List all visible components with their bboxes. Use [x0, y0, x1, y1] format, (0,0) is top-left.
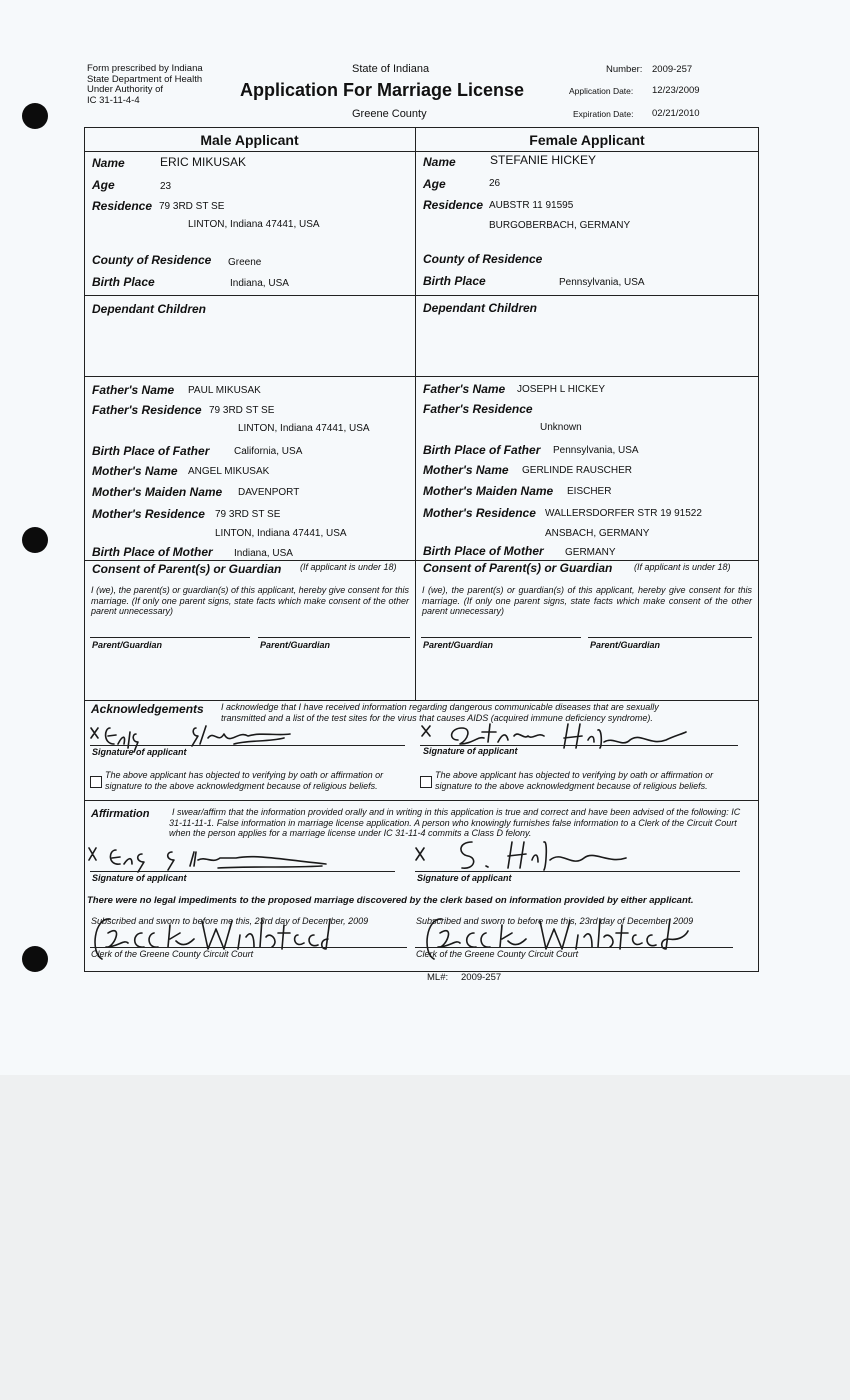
female-residence-label: Residence — [423, 198, 484, 212]
male-age-label: Age — [92, 178, 115, 192]
male-clerk-label: Clerk of the Greene County Circuit Court — [91, 949, 254, 959]
punch-hole — [22, 103, 48, 129]
signature-line — [90, 637, 250, 638]
app-date-label: Application Date: — [569, 86, 634, 96]
male-mother-birth-label: Birth Place of Mother — [92, 545, 213, 559]
female-residence-line1: AUBSTR 11 91595 — [489, 200, 574, 211]
female-consent-text: I (we), the parent(s) or guardian(s) of this applicant, hereby give consent for this marriage. (If only one parent signs, state facts which make consent of the other parent unnecessary) — [422, 585, 752, 616]
female-mother-maiden-label: Mother's Maiden Name — [423, 484, 554, 498]
female-objection-checkbox[interactable] — [420, 776, 432, 788]
male-name-label: Name — [92, 156, 125, 170]
form-authority — [87, 64, 203, 106]
female-age-value: 26 — [489, 178, 501, 189]
male-age-value: 23 — [160, 181, 172, 192]
punch-hole — [22, 527, 48, 553]
male-mother-maiden-label: Mother's Maiden Name — [92, 485, 223, 499]
divider — [84, 295, 759, 296]
male-sworn-text: Subscribed and sworn to before me this, 23rd day of December, 2009 — [91, 916, 369, 926]
female-father-name-label: Father's Name — [423, 382, 506, 396]
male-mother-res-line2: LINTON, Indiana 47441, USA — [215, 528, 347, 539]
male-father-name-value: PAUL MIKUSAK — [188, 385, 261, 396]
male-parent-guardian-1: Parent/Guardian — [92, 640, 163, 650]
column-divider — [415, 127, 416, 700]
female-affirm-sig-label: Signature of applicant — [417, 873, 512, 883]
female-father-birth-label: Birth Place of Father — [423, 443, 541, 457]
page-title: Application For Marriage License — [240, 80, 525, 100]
authority-line: Form prescribed by Indiana — [87, 63, 203, 74]
male-affirm-signature — [86, 840, 336, 874]
male-residence-line1: 79 3RD ST SE — [159, 201, 225, 212]
female-father-birth-value: Pennsylvania, USA — [553, 445, 639, 456]
divider — [84, 700, 759, 701]
male-county-label: County of Residence — [92, 253, 212, 267]
female-father-name-value: JOSEPH L HICKEY — [517, 384, 605, 395]
ml-number: 2009-257 — [461, 972, 502, 983]
ml-label: ML#: — [427, 972, 449, 983]
female-mother-name-label: Mother's Name — [423, 463, 509, 477]
male-mother-name-label: Mother's Name — [92, 464, 178, 478]
female-clerk-label: Clerk of the Greene County Circuit Court — [416, 949, 579, 959]
female-county-label: County of Residence — [423, 252, 543, 266]
male-objection-checkbox[interactable] — [90, 776, 102, 788]
signature-line — [258, 637, 410, 638]
male-father-res-label: Father's Residence — [92, 403, 202, 417]
male-mother-maiden-value: DAVENPORT — [238, 487, 300, 498]
female-mother-res-line2: ANSBACH, GERMANY — [545, 528, 650, 539]
authority-line: IC 31-11-4-4 — [87, 94, 140, 106]
female-affirm-signature — [412, 836, 632, 874]
female-residence-line2: BURGOBERBACH, GERMANY — [489, 220, 631, 231]
authority-line: Under Authority of — [87, 84, 164, 95]
male-consent-text: I (we), the parent(s) or guardian(s) of this applicant, hereby give consent for this marriage. (If only one parent signs, state facts which make consent of the other parent unnecessary) — [91, 585, 409, 616]
female-consent-title: Consent of Parent(s) or Guardian — [423, 561, 613, 575]
female-mother-birth-label: Birth Place of Mother — [423, 544, 544, 558]
male-ack-sig-label: Signature of applicant — [92, 747, 187, 757]
signature-line — [415, 947, 733, 948]
ack-text-line2: transmitted and a list of the test sites for the virus that causes AIDS (acquired immune deficiency syndrome). — [221, 713, 653, 723]
male-parent-guardian-2: Parent/Guardian — [260, 640, 331, 650]
number-label: Number: — [606, 64, 643, 75]
male-dependants-label: Dependant Children — [92, 302, 207, 316]
male-residence-line2: LINTON, Indiana 47441, USA — [188, 219, 320, 230]
divider — [84, 800, 759, 801]
state-label: State of Indiana — [352, 63, 430, 75]
signature-line — [421, 637, 581, 638]
affirm-text: I swear/affirm that the information provided orally and in writing in this application is true and correct and have been advised of the following: IC 31-11-11-1. False information in marriage license application. A person who knowingly furnishes false information to a Clerk of the Circuit Court when the person applies for a marriage license under IC 31-11-4 commits a Class D felony. — [169, 807, 741, 838]
male-birthplace-label: Birth Place — [92, 275, 155, 289]
authority-line: State Department of Health — [87, 73, 203, 85]
signature-line — [588, 637, 752, 638]
ack-text-line1: I acknowledge that I have received information regarding dangerous communicable diseases that are sexually — [221, 702, 659, 712]
exp-date-label: Expiration Date: — [573, 109, 634, 119]
male-consent-note: (If applicant is under 18) — [300, 562, 397, 572]
female-father-res-value: Unknown — [540, 422, 582, 433]
female-ack-sig-label: Signature of applicant — [423, 746, 518, 756]
female-mother-birth-value: GERMANY — [565, 547, 616, 558]
divider — [84, 376, 759, 377]
female-birthplace-value: Pennsylvania, USA — [559, 277, 645, 288]
male-affirm-sig-label: Signature of applicant — [92, 873, 187, 883]
punch-hole — [22, 946, 48, 972]
signature-line — [90, 871, 395, 872]
male-father-name-label: Father's Name — [92, 383, 175, 397]
male-father-res-line1: 79 3RD ST SE — [209, 405, 275, 416]
male-birthplace-value: Indiana, USA — [230, 278, 289, 289]
divider — [84, 151, 759, 152]
female-sworn-text: Subscribed and sworn to before me this, 23rd day of December, 2009 — [416, 916, 694, 926]
male-father-res-line2: LINTON, Indiana 47441, USA — [238, 423, 370, 434]
number-value: 2009-257 — [652, 64, 693, 75]
signature-line — [90, 947, 407, 948]
female-name-label: Name — [423, 155, 456, 169]
male-mother-birth-value: Indiana, USA — [234, 548, 293, 559]
signature-line — [90, 745, 405, 746]
male-mother-res-line1: 79 3RD ST SE — [215, 509, 281, 520]
female-section-title: Female Applicant — [529, 132, 645, 148]
male-county-value: Greene — [228, 257, 262, 268]
male-objection-text: The above applicant has objected to verifying by oath or affirmation or signature to the above acknowledgment because of religious beliefs. — [105, 770, 384, 791]
divider — [84, 560, 759, 561]
male-father-birth-label: Birth Place of Father — [92, 444, 210, 458]
female-mother-maiden-value: EISCHER — [567, 486, 612, 497]
affirm-title: Affirmation — [91, 808, 150, 820]
female-dependants-label: Dependant Children — [423, 301, 538, 315]
female-consent-note: (If applicant is under 18) — [634, 562, 731, 572]
female-mother-name-value: GERLINDE RAUSCHER — [522, 465, 633, 476]
male-mother-res-label: Mother's Residence — [92, 507, 205, 521]
female-objection-text: The above applicant has objected to verifying by oath or affirmation or signature to the above acknowledgment because of religious beliefs. — [435, 770, 714, 791]
male-name-value: ERIC MIKUSAK — [160, 155, 247, 169]
ack-title: Acknowledgements — [91, 702, 204, 716]
male-section-title: Male Applicant — [200, 132, 299, 148]
female-age-label: Age — [423, 177, 446, 191]
exp-date-value: 02/21/2010 — [652, 108, 700, 119]
female-parent-guardian-2: Parent/Guardian — [590, 640, 661, 650]
app-date-value: 12/23/2009 — [652, 85, 700, 96]
female-father-res-label: Father's Residence — [423, 402, 533, 416]
male-father-birth-value: California, USA — [234, 446, 303, 457]
female-mother-res-line1: WALLERSDORFER STR 19 91522 — [545, 508, 702, 519]
female-birthplace-label: Birth Place — [423, 274, 486, 288]
male-consent-title: Consent of Parent(s) or Guardian — [92, 562, 282, 576]
county-label: Greene County — [352, 108, 427, 120]
male-mother-name-value: ANGEL MIKUSAK — [188, 466, 270, 477]
female-name-value: STEFANIE HICKEY — [490, 153, 597, 167]
female-parent-guardian-1: Parent/Guardian — [423, 640, 494, 650]
no-impediments-statement: There were no legal impediments to the proposed marriage discovered by the clerk based on information provided by either applicant. — [87, 895, 694, 906]
signature-line — [415, 871, 740, 872]
female-mother-res-label: Mother's Residence — [423, 506, 536, 520]
male-residence-label: Residence — [92, 199, 153, 213]
